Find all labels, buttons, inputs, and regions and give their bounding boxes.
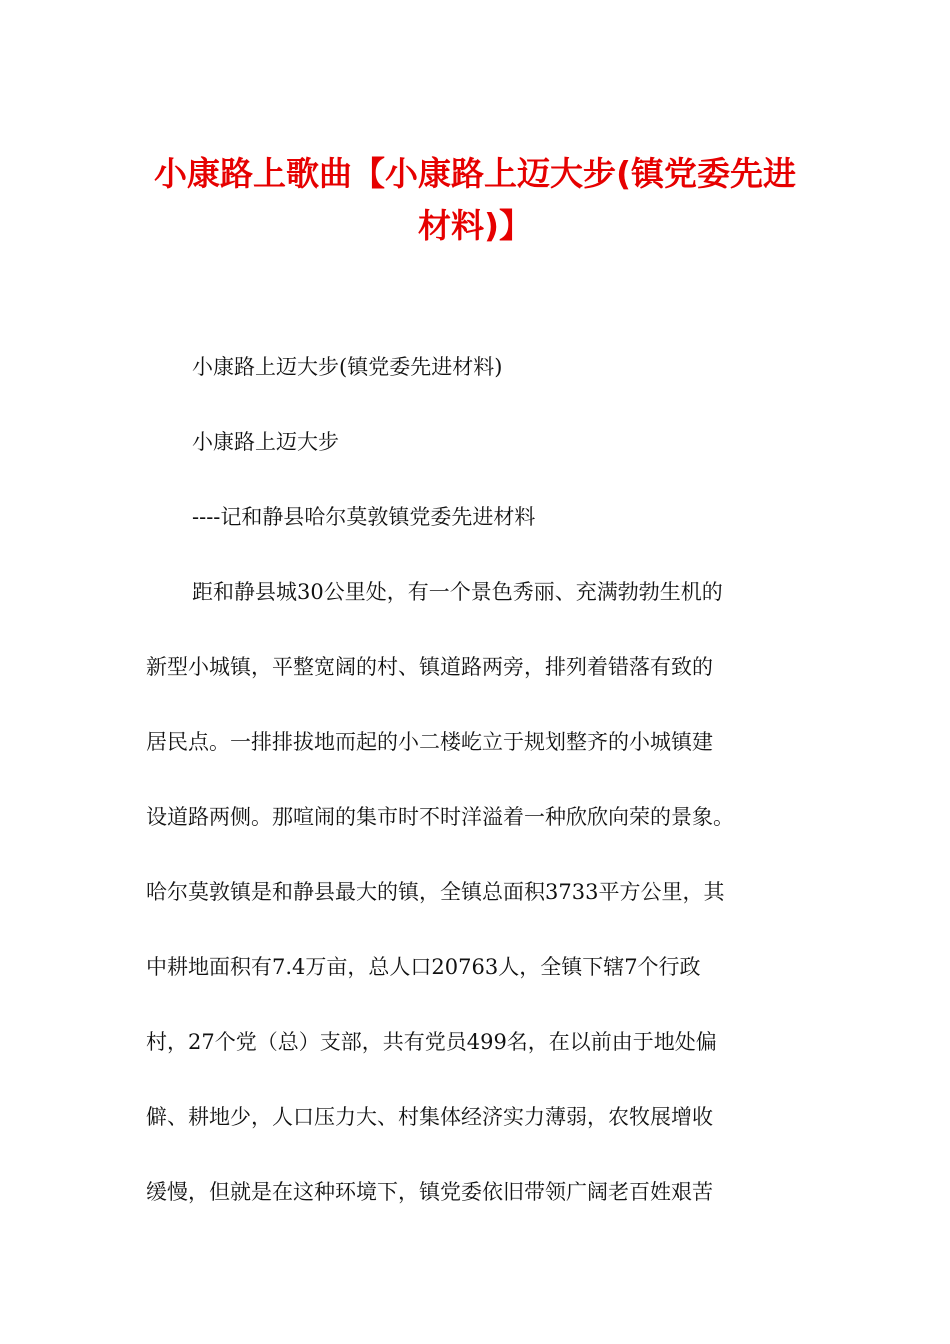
byline-paragraph: ----记和静县哈尔莫敦镇党委先进材料 bbox=[192, 505, 536, 529]
document-title: 小康路上歌曲【小康路上迈大步(镇党委先进材料)】 bbox=[153, 154, 797, 245]
body-line: 距和静县城30公里处，有一个景色秀丽、充满勃勃生机的 bbox=[192, 580, 723, 604]
body-line: 村，27个党（总）支部，共有党员499名，在以前由于地处偏 bbox=[146, 1030, 717, 1054]
body-line: 设道路两侧。那喧闹的集市时不时洋溢着一种欣欣向荣的景象。 bbox=[146, 805, 734, 829]
body-line: 缓慢，但就是在这种环境下，镇党委依旧带领广阔老百姓艰苦 bbox=[146, 1180, 713, 1204]
body-paragraph bbox=[146, 555, 806, 1230]
heading-paragraph: 小康路上迈大步 bbox=[192, 430, 339, 454]
subtitle-paragraph: 小康路上迈大步(镇党委先进材料) bbox=[192, 355, 503, 379]
document-body bbox=[146, 330, 806, 1230]
body-line: 僻、耕地少，人口压力大、村集体经济实力薄弱，农牧展增收 bbox=[146, 1105, 713, 1129]
body-line: 中耕地面积有7.4万亩，总人口20763人，全镇下辖7个行政 bbox=[146, 955, 701, 979]
body-line: 哈尔莫敦镇是和静县最大的镇，全镇总面积3733平方公里，其 bbox=[146, 880, 725, 904]
body-line: 新型小城镇，平整宽阔的村、镇道路两旁，排列着错落有致的 bbox=[146, 655, 713, 679]
body-line: 居民点。一排排拔地而起的小二楼屹立于规划整齐的小城镇建 bbox=[146, 730, 713, 754]
